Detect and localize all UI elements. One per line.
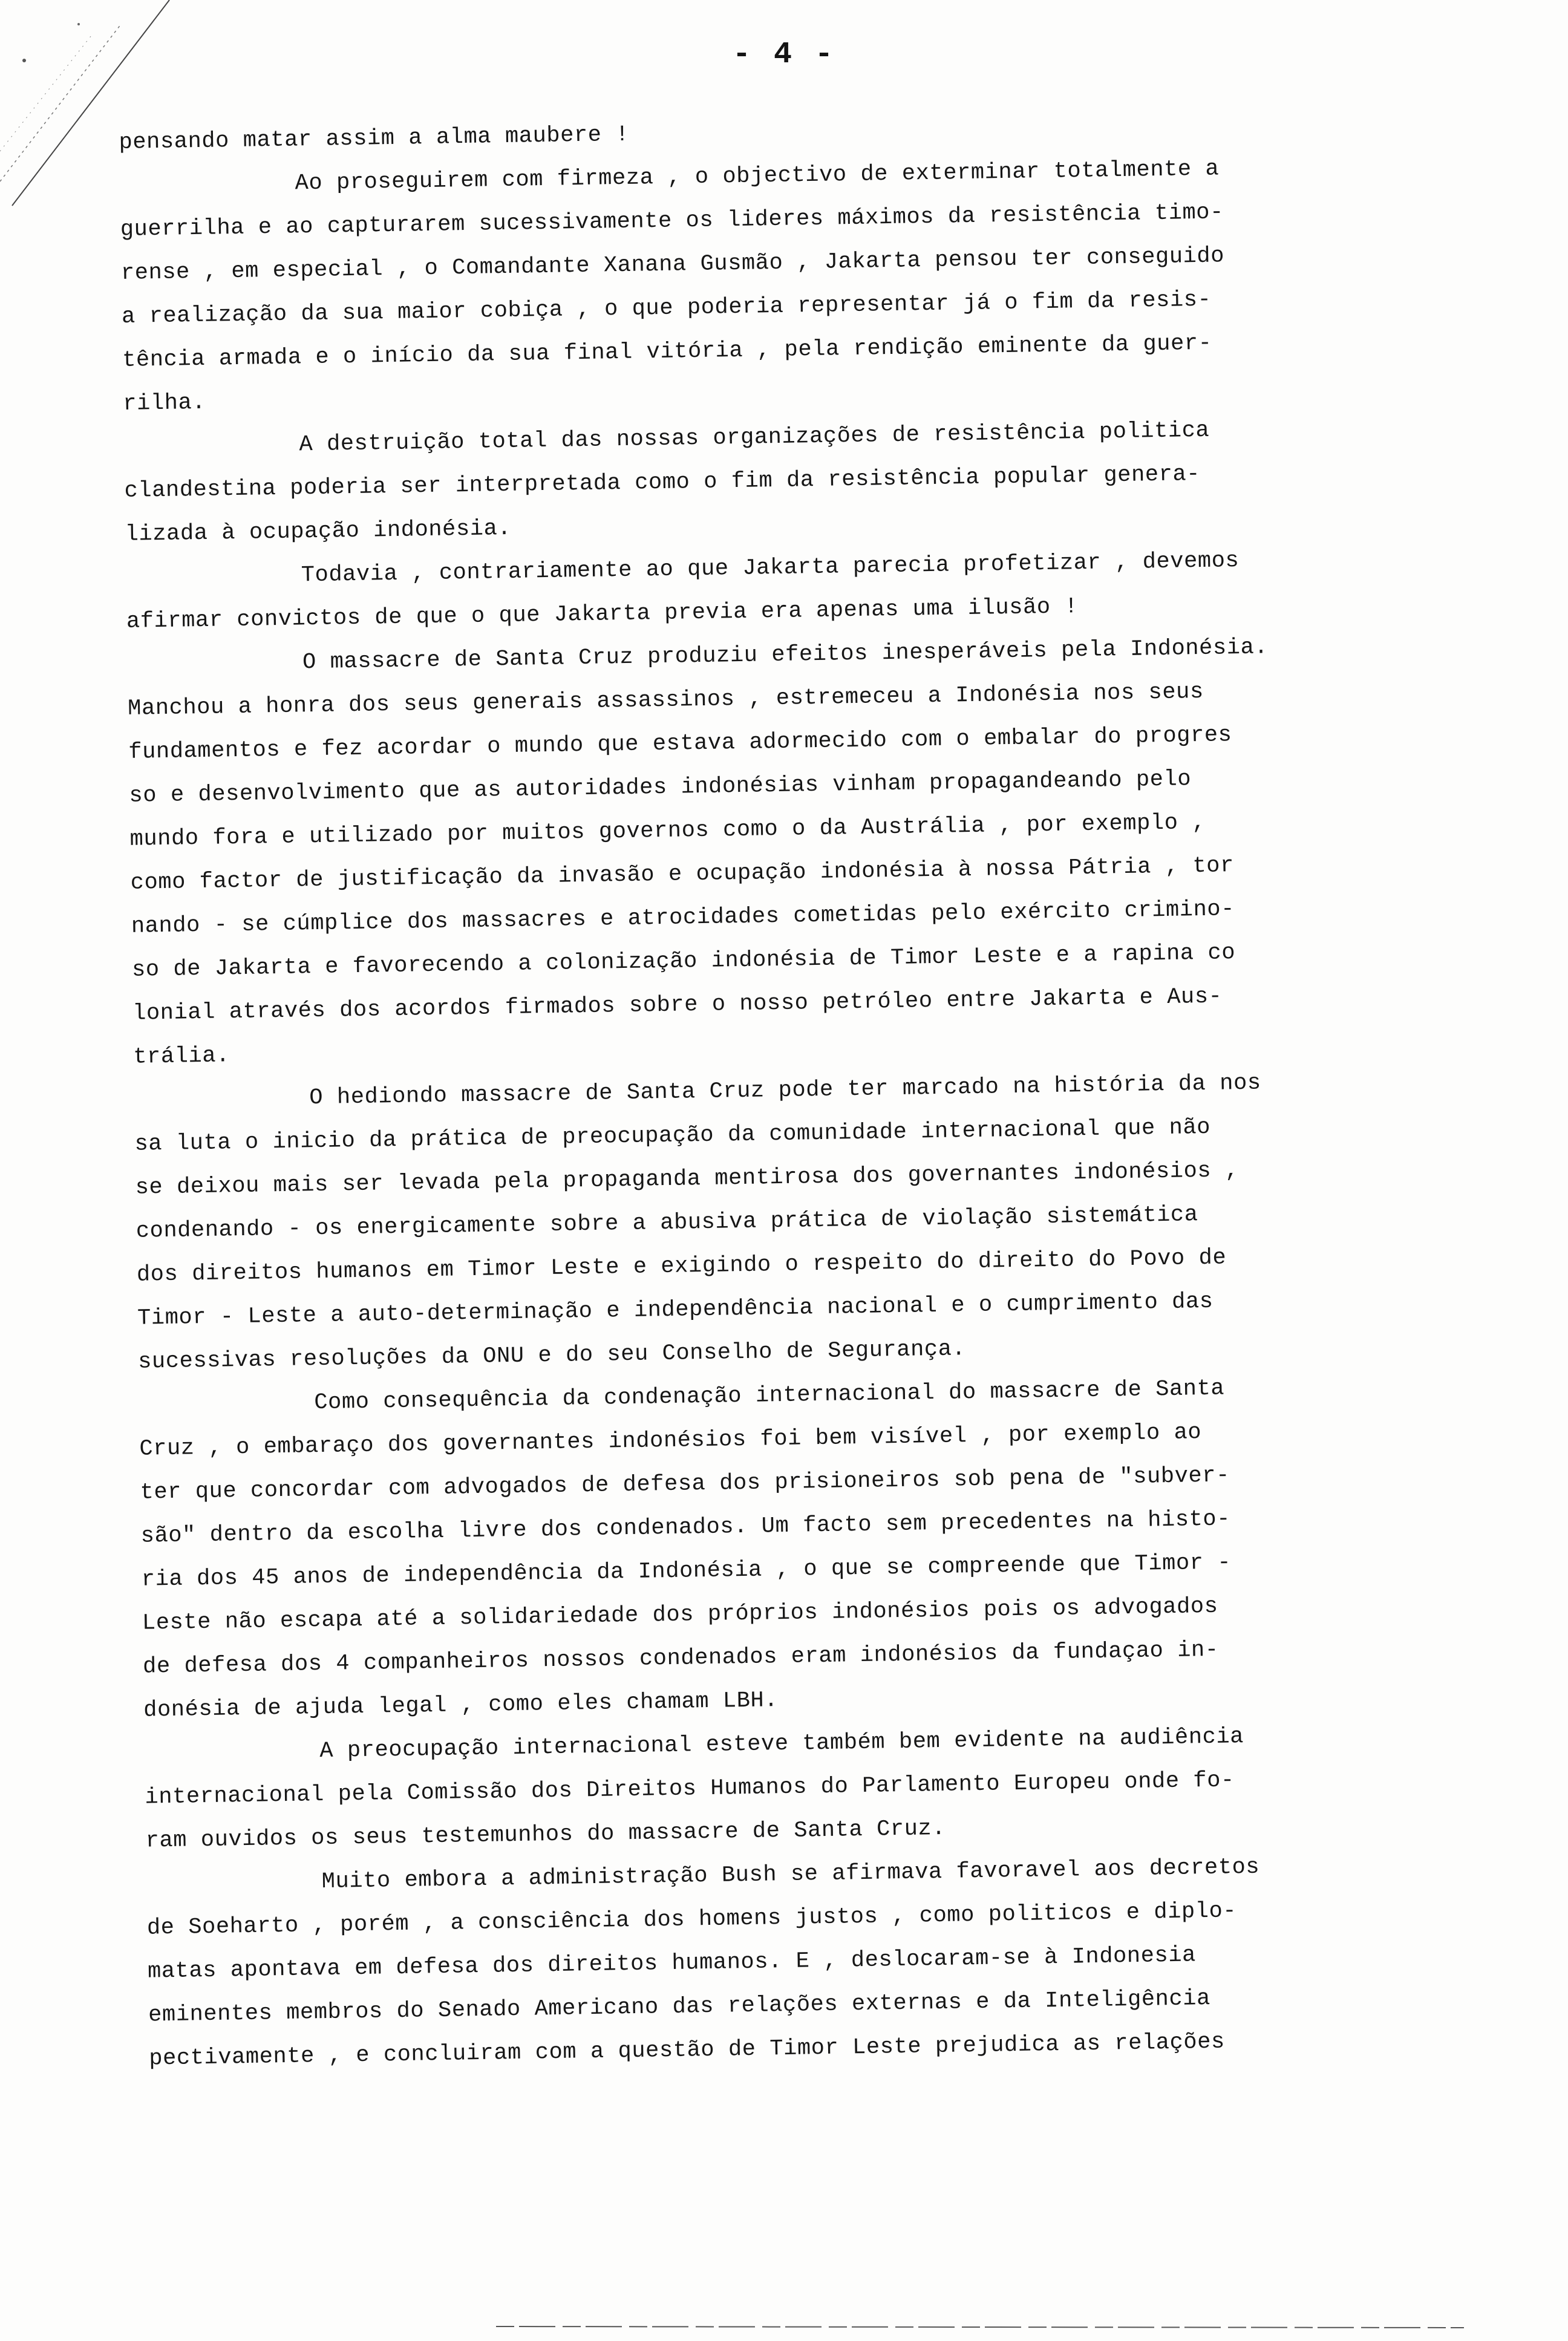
- text-line: nando - se cúmplice dos massacres e atrocidades cometidas pelo exército crimino-: [131, 896, 1235, 939]
- text-line: lonial através dos acordos firmados sobre o nosso petróleo entre Jakarta e Aus-: [132, 984, 1223, 1027]
- paragraph: [139, 1363, 1451, 1732]
- document-body: [119, 100, 1456, 2081]
- text-line: são" dentro da escolha livre dos condenados. Um facto sem precedentes na histo-: [140, 1506, 1231, 1549]
- text-line: sa luta o inicio da prática de preocupação da comunidade internacional que não: [134, 1114, 1211, 1157]
- text-line: O massacre de Santa Cruz produziu efeitos inesperáveis pela Indonésia.: [302, 635, 1269, 676]
- text-line: ria dos 45 anos de independência da Indonésia , o que se compreende que Timor -: [141, 1550, 1232, 1593]
- text-line: de Soeharto , porém , a consciência dos homens justos , como politicos e diplo-: [146, 1898, 1237, 1941]
- text-line: mundo fora e utilizado por muitos governos como o da Austrália , por exemplo ,: [129, 809, 1206, 852]
- page-number: - 4 -: [732, 38, 836, 72]
- text-line: Cruz , o embaraço dos governantes indonésios foi bem visível , por exemplo ao: [139, 1420, 1202, 1462]
- paragraph: [144, 1712, 1452, 1863]
- text-line: guerrilha e ao capturarem sucessivamente os lideres máximos da resistência timo-: [120, 200, 1224, 243]
- text-line: trália.: [132, 1043, 230, 1070]
- text-line: dos direitos humanos em Timor Leste e exigindo o respeito do direito do Povo de: [136, 1245, 1227, 1288]
- text-line: Timor - Leste a auto-determinação e independência nacional e o cumprimento das: [137, 1288, 1214, 1331]
- text-line: so de Jakarta e favorecendo a colonização indonésia de Timor Leste e a rapina co: [131, 940, 1236, 983]
- page-bottom-rule: [496, 2323, 1464, 2331]
- text-line: rilha.: [123, 390, 206, 417]
- text-line: Todavia , contrariamente ao que Jakarta parecia profetizar , devemos: [301, 547, 1240, 589]
- text-line: Muito embora a administração Bush se afirmava favoravel aos decretos: [321, 1854, 1260, 1895]
- text-line: A preocupação internacional esteve também bem evidente na audiência: [319, 1724, 1244, 1765]
- text-line: Como consequência da condenação internacional do massacre de Santa: [313, 1376, 1225, 1416]
- paragraph: [119, 144, 1430, 426]
- text-line: se deixou mais ser levada pela propaganda mentirosa dos governantes indonésios ,: [135, 1158, 1240, 1201]
- text-line: eminentes membros do Senado Americano das relações externas e da Inteligência: [148, 1986, 1211, 2028]
- text-line: lizada à ocupação indonésia.: [125, 515, 512, 547]
- text-line: pectivamente , e concluiram com a questão de Timor Leste prejudica as relações: [148, 2029, 1226, 2072]
- text-line: de defesa dos 4 companheiros nossos condenados eram indonésios da fundaçao in-: [142, 1637, 1219, 1680]
- text-line: tência armada e o início da sua final vitória , pela rendição eminente da guer-: [122, 330, 1212, 373]
- text-line: ram ouvidos os seus testemunhos do massacre de Santa Cruz.: [145, 1815, 946, 1854]
- text-line: sucessivas resoluções da ONU e do seu Conselho de Segurança.: [137, 1336, 966, 1375]
- text-line: condenando - os energicamente sobre a abusiva prática de violação sistemática: [136, 1202, 1198, 1244]
- text-line: so e desenvolvimento que as autoridades indonésias vinham propagandeando pelo: [129, 766, 1192, 809]
- text-line: A destruição total das nossas organizações de resistência politica: [299, 417, 1210, 458]
- text-line: Leste não escapa até a solidariedade dos próprios indonésios pois os advogados: [142, 1593, 1218, 1636]
- text-line: rense , em especial , o Comandante Xanana Gusmão , Jakarta pensou ter conseguido: [120, 243, 1225, 286]
- text-line: a realização da sua maior cobiça , o que poderia representar já o fim da resis-: [121, 287, 1212, 330]
- text-line: ter que concordar com advogados de defesa dos prisioneiros sob pena de "subver-: [140, 1463, 1230, 1506]
- text-line: Ao proseguirem com firmeza , o objectivo de exterminar totalmente a: [295, 156, 1220, 197]
- text-line: afirmar convictos de que o que Jakarta previa era apenas uma ilusão !: [126, 594, 1079, 635]
- text-line: donésia de ajuda legal , como eles chamam LBH.: [143, 1688, 779, 1723]
- text-line: como factor de justificação da invasão e ocupação indonésia à nossa Pátria , tor: [130, 853, 1235, 896]
- paragraph: [123, 405, 1432, 557]
- text-line: internacional pela Comissão dos Direitos Humanos do Parlamento Europeu onde fo-: [145, 1768, 1235, 1810]
- text-line: fundamentos e fez acordar o mundo que estava adormecido com o embalar do progres: [128, 722, 1232, 765]
- text-line: pensando matar assim a alma maubere !: [119, 122, 630, 155]
- paragraph: [127, 623, 1440, 1079]
- text-line: matas apontava em defesa dos direitos humanos. E , deslocaram-se à Indonesia: [147, 1942, 1197, 1985]
- paragraph: [146, 1843, 1455, 2081]
- text-line: Manchou a honra dos seus generais assassinos , estremeceu a Indonésia nos seus: [127, 679, 1204, 722]
- text-line: O hediondo massacre de Santa Cruz pode ter marcado na história da nos: [309, 1070, 1261, 1111]
- paragraph: [134, 1059, 1445, 1384]
- text-line: clandestina poderia ser interpretada como o fim da resistência popular genera-: [124, 461, 1201, 504]
